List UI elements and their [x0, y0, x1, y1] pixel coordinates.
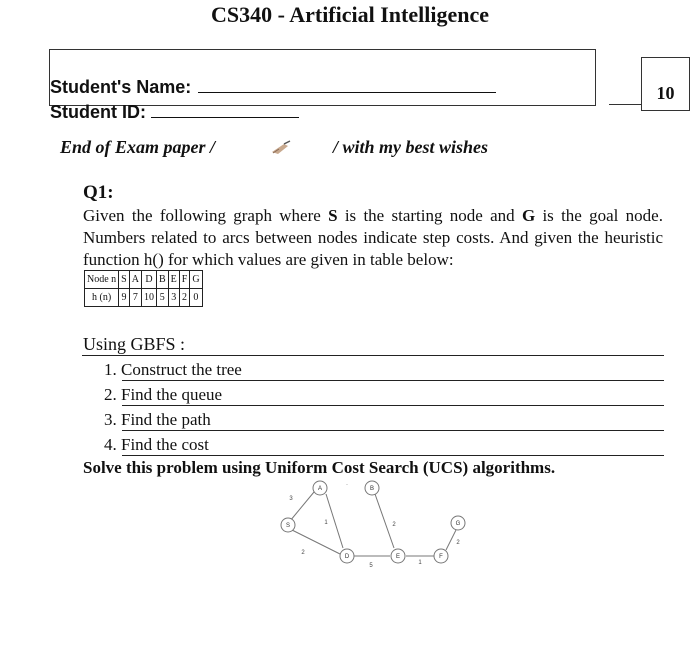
edge-cost-B-E: 2	[392, 522, 396, 528]
ucs-instruction: Solve this problem using Uniform Cost Search (UCS) algorithms.	[83, 458, 556, 477]
table-cell: 7	[129, 289, 141, 307]
rule-line	[122, 430, 664, 431]
table-cell: 10	[141, 289, 156, 307]
table-cell: 2	[179, 289, 190, 307]
node-label-A: A	[317, 486, 323, 492]
edge-cost-F-G: 2	[456, 540, 460, 546]
score-box: 10	[641, 57, 690, 111]
table-cell: B	[156, 271, 168, 289]
edge-cost-S-D: 2	[301, 550, 305, 556]
table-cell: 3	[168, 289, 179, 307]
table-cell: 0	[190, 289, 202, 307]
student-name-label: Student's Name:	[50, 77, 496, 98]
task-item: 1. Construct the tree	[104, 360, 242, 379]
best-wishes-text: / with my best wishes	[333, 137, 489, 157]
question-text: Given the following graph where S is the starting node and G is the goal node. Numbers related to arcs between nodes indicate step costs. And given the heuristic function h() for which values are given in table below:	[83, 206, 663, 269]
student-id-field[interactable]	[151, 117, 299, 118]
edge-A-D	[326, 494, 343, 548]
table-cell: F	[179, 271, 190, 289]
heuristic-table	[84, 270, 203, 307]
task-item: 4. Find the cost	[104, 435, 209, 454]
edge-F-G	[446, 530, 456, 550]
table-cell: D	[141, 271, 156, 289]
node-label-S: S	[285, 523, 291, 529]
gbfs-intro: Using GBFS :	[83, 334, 186, 354]
edge-S-D	[292, 530, 340, 554]
table-row	[85, 289, 203, 307]
table-cell: h (n)	[85, 289, 119, 307]
student-id-label: Student ID:	[50, 102, 299, 123]
page-title: CS340 - Artificial Intelligence	[210, 2, 489, 27]
table-cell: E	[168, 271, 179, 289]
node-label-E: E	[395, 554, 401, 560]
table-cell: 5	[156, 289, 168, 307]
svg-text:·: ·	[346, 482, 348, 488]
table-cell: G	[190, 271, 202, 289]
search-graph	[270, 478, 480, 578]
rule-line	[122, 455, 664, 456]
rule-line	[82, 355, 664, 356]
node-label-D: D	[344, 554, 350, 560]
table-cell: A	[129, 271, 141, 289]
task-item: 2. Find the queue	[104, 385, 223, 404]
task-item: 3. Find the path	[104, 410, 211, 429]
edge-B-E	[375, 494, 394, 548]
question-label: Q1:	[83, 182, 114, 203]
edge-cost-S-A: 3	[289, 496, 293, 502]
node-label-F: F	[439, 554, 443, 560]
table-cell: S	[119, 271, 130, 289]
edge-cost-A-D: 1	[324, 520, 328, 526]
edge-cost-D-E: 5	[369, 563, 373, 569]
rule-line	[122, 380, 664, 381]
end-of-exam-text: End of Exam paper /	[60, 137, 216, 157]
rule-line	[122, 405, 664, 406]
student-name-field[interactable]	[198, 92, 496, 93]
table-row	[85, 271, 203, 289]
node-label-B: B	[369, 486, 375, 492]
writing-hand-icon	[270, 140, 292, 156]
node-label-G: G	[455, 521, 461, 527]
table-cell: 9	[119, 289, 130, 307]
table-cell: Node n	[85, 271, 119, 289]
edge-cost-E-F: 1	[418, 560, 422, 566]
score-line	[609, 104, 642, 105]
edge-S-A	[290, 492, 314, 521]
